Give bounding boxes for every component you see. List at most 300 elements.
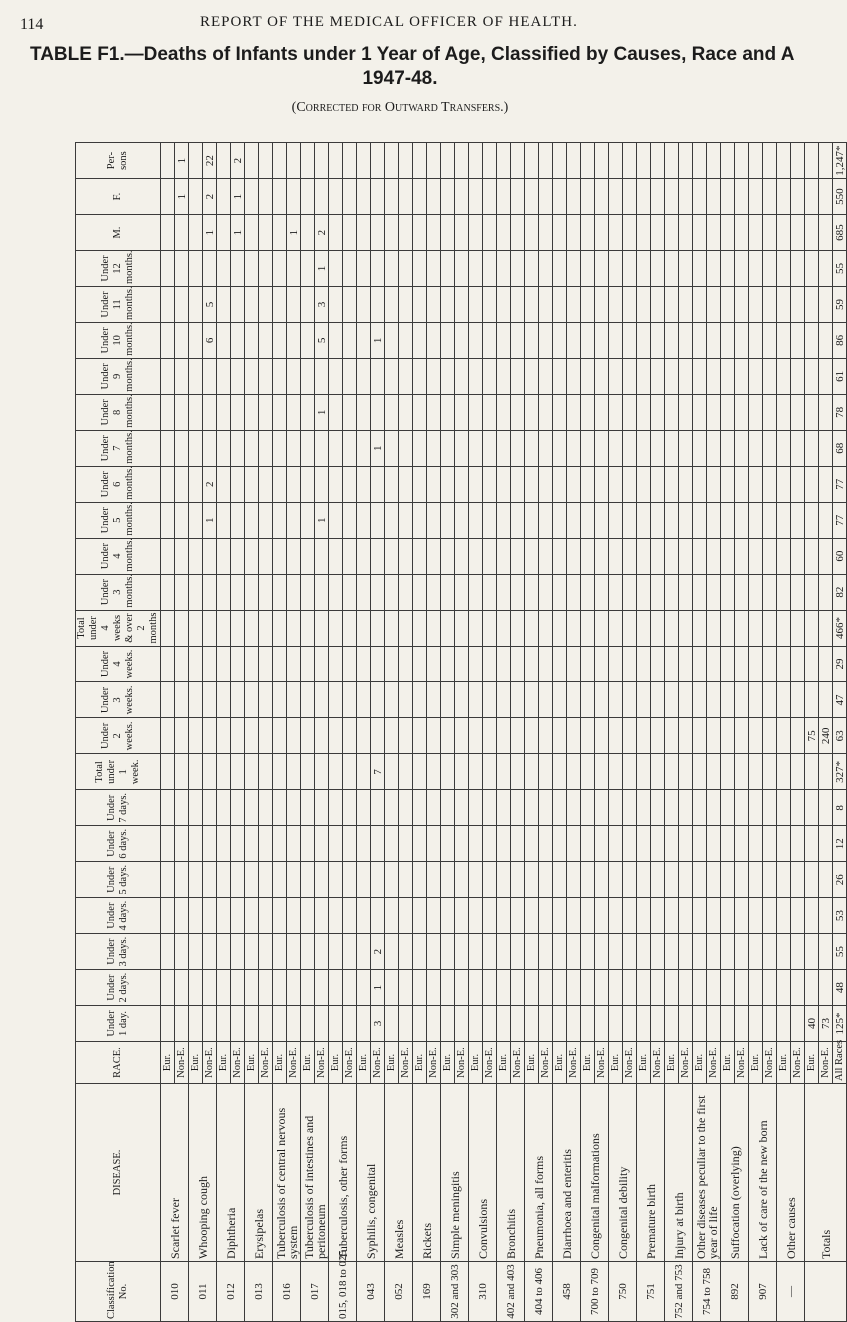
table-cell [217, 322, 231, 358]
table-cell [189, 682, 203, 718]
table-cell [161, 322, 175, 358]
table-cell [623, 430, 637, 466]
table-cell [301, 394, 315, 430]
table-cell: 466* [833, 610, 847, 646]
table-cell [525, 1006, 539, 1042]
table-cell [245, 502, 259, 538]
table-cell [231, 574, 245, 610]
classification-number: 751 [637, 1262, 665, 1322]
table-cell [651, 179, 665, 215]
table-cell [343, 754, 357, 790]
column-header: Under 6 days. [76, 826, 161, 862]
column-header: DISEASE. [76, 1084, 161, 1262]
race-label: Eur. [301, 1042, 315, 1084]
table-cell [679, 826, 693, 862]
table-cell [511, 502, 525, 538]
table-cell [427, 1006, 441, 1042]
table-cell [777, 574, 791, 610]
table-cell [637, 538, 651, 574]
table-cell [217, 934, 231, 970]
table-cell [175, 682, 189, 718]
table-cell [497, 610, 511, 646]
table-cell [497, 143, 511, 179]
table-cell [259, 322, 273, 358]
table-cell [693, 970, 707, 1006]
table-cell [161, 646, 175, 682]
table-cell [455, 682, 469, 718]
table-cell [371, 215, 385, 251]
table-cell [301, 790, 315, 826]
column-header: F. [76, 179, 161, 215]
table-cell [455, 538, 469, 574]
table-cell [553, 646, 567, 682]
deaths-table [75, 142, 847, 1322]
race-label: Eur. [525, 1042, 539, 1084]
table-cell [287, 143, 301, 179]
table-cell [469, 826, 483, 862]
table-cell [511, 322, 525, 358]
table-cell [651, 286, 665, 322]
table-cell [371, 610, 385, 646]
table-cell [231, 1006, 245, 1042]
table-cell [427, 934, 441, 970]
table-cell [525, 358, 539, 394]
table-cell [497, 502, 511, 538]
table-cell [539, 754, 553, 790]
table-cell [763, 179, 777, 215]
classification-number: 892 [721, 1262, 749, 1322]
table-cell [679, 394, 693, 430]
table-cell [245, 646, 259, 682]
table-cell [539, 215, 553, 251]
table-cell [637, 179, 651, 215]
table-cell [343, 215, 357, 251]
table-cell [189, 179, 203, 215]
table-cell [357, 251, 371, 287]
table-cell [791, 179, 805, 215]
table-cell [791, 682, 805, 718]
table-cell [483, 143, 497, 179]
table-cell [721, 502, 735, 538]
table-cell [553, 179, 567, 215]
table-cell [329, 286, 343, 322]
race-label: Eur. [357, 1042, 371, 1084]
table-cell [287, 898, 301, 934]
table-cell [791, 286, 805, 322]
race-label: Eur. [469, 1042, 483, 1084]
table-cell [763, 934, 777, 970]
table-cell [665, 286, 679, 322]
table-cell [357, 430, 371, 466]
table-cell [819, 502, 833, 538]
table-cell [161, 574, 175, 610]
column-header: Classification No. [76, 1262, 161, 1322]
table-cell [735, 538, 749, 574]
table-row [693, 143, 707, 1322]
table-cell [567, 538, 581, 574]
table-cell [315, 790, 329, 826]
table-cell [259, 286, 273, 322]
table-cell [469, 934, 483, 970]
table-cell [581, 934, 595, 970]
table-cell [175, 790, 189, 826]
table-cell [357, 610, 371, 646]
table-cell [427, 143, 441, 179]
table-cell [287, 790, 301, 826]
column-header: Under 11 months. [76, 286, 161, 322]
table-cell [567, 646, 581, 682]
race-label: Non-E. [175, 1042, 189, 1084]
table-cell [511, 1006, 525, 1042]
classification-number: 043 [357, 1262, 385, 1322]
table-cell [707, 466, 721, 502]
table-cell [693, 574, 707, 610]
table-cell [329, 322, 343, 358]
table-cell [693, 1006, 707, 1042]
table-cell [441, 934, 455, 970]
table-cell: 8 [833, 790, 847, 826]
table-cell [413, 179, 427, 215]
table-cell [819, 970, 833, 1006]
table-cell: 82 [833, 574, 847, 610]
table-cell [273, 179, 287, 215]
table-cell [287, 179, 301, 215]
table-cell [623, 466, 637, 502]
classification-number: — [777, 1262, 805, 1322]
table-cell [623, 502, 637, 538]
table-cell [245, 358, 259, 394]
column-header: Total under 4 weeks & over 2 months [76, 610, 161, 646]
table-cell [637, 862, 651, 898]
table-cell [581, 286, 595, 322]
table-cell [385, 143, 399, 179]
race-label: Non-E. [371, 1042, 385, 1084]
table-cell [581, 826, 595, 862]
table-cell [287, 502, 301, 538]
table-cell [385, 718, 399, 754]
race-label: Eur. [385, 1042, 399, 1084]
table-cell [777, 934, 791, 970]
disease-name: Tuberculosis, other forms [329, 1084, 357, 1262]
table-cell [749, 862, 763, 898]
table-cell [651, 466, 665, 502]
table-cell [749, 682, 763, 718]
table-cell [763, 862, 777, 898]
table-cell [231, 251, 245, 287]
table-cell [413, 322, 427, 358]
table-header-row [76, 143, 161, 1322]
table-cell [427, 430, 441, 466]
table-row [749, 143, 763, 1322]
table-cell [623, 286, 637, 322]
table-cell [539, 970, 553, 1006]
column-header: Per-sons [76, 143, 161, 179]
table-cell [819, 646, 833, 682]
table-cell [567, 610, 581, 646]
table-cell [707, 502, 721, 538]
race-label: Non-E. [735, 1042, 749, 1084]
table-cell [217, 646, 231, 682]
table-cell [693, 826, 707, 862]
table-cell [553, 970, 567, 1006]
table-cell [735, 251, 749, 287]
table-cell [693, 718, 707, 754]
table-cell [357, 358, 371, 394]
table-cell [539, 286, 553, 322]
table-cell [567, 862, 581, 898]
table-cell [315, 682, 329, 718]
disease-name: Whooping cough [189, 1084, 217, 1262]
table-cell [749, 143, 763, 179]
table-cell: 48 [833, 970, 847, 1006]
table-cell [609, 394, 623, 430]
table-cell [231, 970, 245, 1006]
table-cell: 6 [203, 322, 217, 358]
column-header: Under 4 months. [76, 538, 161, 574]
table-cell [273, 143, 287, 179]
table-cell [735, 358, 749, 394]
table-cell [483, 358, 497, 394]
race-label: Eur. [189, 1042, 203, 1084]
table-cell [231, 466, 245, 502]
table-cell [189, 790, 203, 826]
table-cell [273, 826, 287, 862]
table-cell [553, 215, 567, 251]
table-cell [581, 251, 595, 287]
table-cell [189, 286, 203, 322]
table-cell [553, 574, 567, 610]
table-cell [819, 143, 833, 179]
column-header: Under 7 months. [76, 430, 161, 466]
table-cell [189, 143, 203, 179]
table-cell [245, 826, 259, 862]
table-cell [777, 790, 791, 826]
table-cell [763, 1006, 777, 1042]
table-cell [175, 574, 189, 610]
table-cell: 86 [833, 322, 847, 358]
table-cell [525, 862, 539, 898]
table-cell [343, 862, 357, 898]
race-label: Non-E. [455, 1042, 469, 1084]
table-cell [805, 358, 819, 394]
table-cell [287, 358, 301, 394]
table-cell [441, 502, 455, 538]
table-cell [217, 574, 231, 610]
table-cell [217, 286, 231, 322]
table-cell [203, 610, 217, 646]
table-cell [371, 251, 385, 287]
table-cell [637, 430, 651, 466]
table-cell [511, 394, 525, 430]
table-cell [385, 394, 399, 430]
table-cell [721, 358, 735, 394]
table-cell [399, 718, 413, 754]
table-cell [511, 898, 525, 934]
table-cell [777, 394, 791, 430]
table-cell [819, 215, 833, 251]
table-cell [287, 251, 301, 287]
table-cell [721, 934, 735, 970]
table-cell [819, 322, 833, 358]
table-cell [357, 143, 371, 179]
table-cell [609, 610, 623, 646]
table-cell [679, 1006, 693, 1042]
classification-number: 016 [273, 1262, 301, 1322]
table-cell [791, 826, 805, 862]
table-cell [441, 682, 455, 718]
table-cell [329, 646, 343, 682]
table-cell [567, 970, 581, 1006]
column-header: Under 4 days. [76, 898, 161, 934]
table-cell [455, 466, 469, 502]
table-cell [651, 251, 665, 287]
table-cell [539, 143, 553, 179]
disease-name: Diphtheria [217, 1084, 245, 1262]
table-cell [581, 718, 595, 754]
table-cell [343, 143, 357, 179]
table-cell [455, 970, 469, 1006]
table-cell [329, 394, 343, 430]
table-cell [693, 862, 707, 898]
table-cell [581, 466, 595, 502]
table-cell [301, 286, 315, 322]
table-cell [469, 754, 483, 790]
table-cell [567, 718, 581, 754]
table-cell [679, 502, 693, 538]
table-cell [343, 646, 357, 682]
table-cell [539, 466, 553, 502]
table-cell [749, 430, 763, 466]
table-cell [483, 610, 497, 646]
table-cell [245, 754, 259, 790]
table-row [637, 143, 651, 1322]
table-cell [735, 898, 749, 934]
table-cell [651, 394, 665, 430]
table-cell [637, 718, 651, 754]
table-cell [623, 143, 637, 179]
table-cell [413, 754, 427, 790]
table-cell [665, 934, 679, 970]
table-cell [679, 322, 693, 358]
table-cell [791, 970, 805, 1006]
table-cell [413, 466, 427, 502]
table-cell [315, 143, 329, 179]
column-header: Under 2 days. [76, 970, 161, 1006]
table-cell [595, 826, 609, 862]
table-cell [427, 790, 441, 826]
table-cell [777, 970, 791, 1006]
table-cell [623, 251, 637, 287]
race-label: Non-E. [203, 1042, 217, 1084]
race-label: Non-E. [763, 1042, 777, 1084]
classification-number: 011 [189, 1262, 217, 1322]
table-cell [539, 898, 553, 934]
table-cell [273, 322, 287, 358]
table-cell [567, 1006, 581, 1042]
race-label: Non-E. [427, 1042, 441, 1084]
table-cell [791, 574, 805, 610]
table-cell [301, 574, 315, 610]
table-cell [413, 251, 427, 287]
table-cell [441, 215, 455, 251]
race-label: Eur. [609, 1042, 623, 1084]
table-cell [637, 286, 651, 322]
table-cell [259, 430, 273, 466]
table-cell [595, 934, 609, 970]
table-cell [273, 862, 287, 898]
table-cell [441, 466, 455, 502]
table-cell [357, 502, 371, 538]
table-cell [665, 682, 679, 718]
table-cell [469, 143, 483, 179]
table-cell [735, 574, 749, 610]
classification-number: 310 [469, 1262, 497, 1322]
table-cell [469, 538, 483, 574]
table-cell [623, 754, 637, 790]
table-cell [721, 718, 735, 754]
table-cell [455, 394, 469, 430]
table-cell [763, 970, 777, 1006]
table-cell [595, 215, 609, 251]
table-cell [189, 646, 203, 682]
table-cell [343, 970, 357, 1006]
table-cell [189, 970, 203, 1006]
table-cell [805, 610, 819, 646]
table-cell [735, 215, 749, 251]
column-header: Total under 1 week. [76, 754, 161, 790]
table-cell [245, 394, 259, 430]
table-cell [693, 898, 707, 934]
table-cell [273, 1006, 287, 1042]
table-cell [441, 610, 455, 646]
table-cell [707, 1006, 721, 1042]
table-cell [763, 718, 777, 754]
table-cell [539, 430, 553, 466]
table-cell [553, 718, 567, 754]
table-cell [805, 754, 819, 790]
table-cell [805, 934, 819, 970]
table-cell [189, 251, 203, 287]
table-cell: 1 [371, 970, 385, 1006]
table-cell [707, 970, 721, 1006]
table-cell [301, 358, 315, 394]
table-cell [231, 610, 245, 646]
table-cell [273, 970, 287, 1006]
table-cell [175, 898, 189, 934]
table-cell [791, 754, 805, 790]
table-cell [595, 538, 609, 574]
table-cell [721, 215, 735, 251]
table-cell [175, 358, 189, 394]
table-cell [497, 286, 511, 322]
table-cell [357, 934, 371, 970]
table-cell [805, 538, 819, 574]
table-cell [637, 646, 651, 682]
table-cell [581, 646, 595, 682]
table-cell [749, 286, 763, 322]
table-cell [469, 215, 483, 251]
table-cell [721, 574, 735, 610]
table-cell [455, 143, 469, 179]
table-cell [763, 143, 777, 179]
table-cell [553, 610, 567, 646]
table-cell [721, 826, 735, 862]
table-cell: 1 [315, 502, 329, 538]
table-cell [203, 646, 217, 682]
table-cell [357, 646, 371, 682]
table-cell: 75 [805, 718, 819, 754]
table-cell [301, 430, 315, 466]
